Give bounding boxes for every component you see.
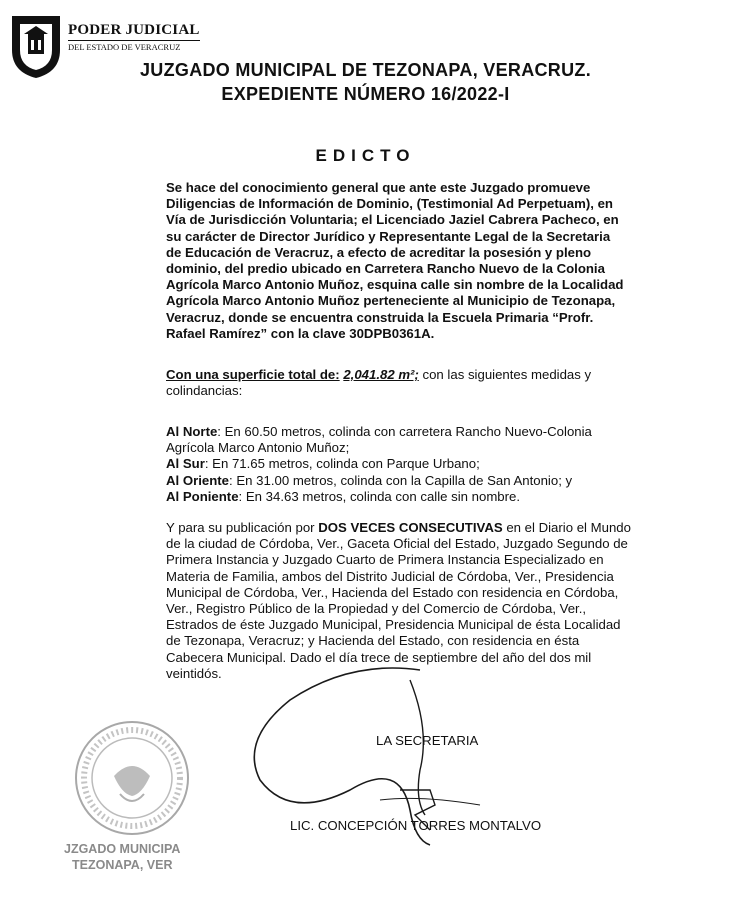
- text-line: Agrícola Marco Antonio Muñoz, esquina calle sin nombre de la Localidad: [166, 277, 624, 293]
- boundary-east: Al Oriente: En 31.00 metros, colinda con la Capilla de San Antonio; y: [166, 472, 573, 488]
- logo-subtitle: DEL ESTADO DE VERACRUZ: [68, 40, 200, 52]
- court-title: JUZGADO MUNICIPAL DE TEZONAPA, VERACRUZ.: [139, 60, 591, 80]
- text-line: Estrados de éste Juzgado Municipal, Presidencia Municipal de ésta Localidad: [166, 617, 621, 633]
- text-line: veintidós.: [166, 665, 222, 681]
- text-line: Materia de Familia, ambos del Distrito Judicial de Córdoba, Ver., Presidencia: [166, 568, 614, 584]
- edicto-heading: EDICTO: [315, 146, 416, 165]
- surface-rest: con las siguientes medidas y: [418, 367, 592, 382]
- court-seal-icon: [52, 716, 202, 846]
- text-line: Cabecera Municipal. Dado el día trece de septiembre del año del dos mil: [166, 649, 592, 665]
- text-line: Ver., Registro Público de la Propiedad y del Comercio de Córdoba, Ver.,: [166, 601, 587, 617]
- text-line: su carácter de Director Jurídico y Representante Legal de la Secretaria: [166, 228, 611, 244]
- text-line: Se hace del conocimiento general que ante este Juzgado promueve: [166, 180, 591, 195]
- text-line: Primera Instancia y Juzgado Cuarto de Primera Instancia Especializado en: [166, 552, 604, 568]
- text-line: de Educación de Veracruz, a efecto de acreditar la posesión y pleno: [166, 244, 592, 260]
- secretary-name: LIC. CONCEPCIÓN TORRES MONTALVO: [290, 818, 542, 833]
- text-line: colindancias:: [166, 383, 243, 399]
- seal-line-1: JZGADO MUNICIPA: [64, 842, 181, 856]
- text-line: Rafael Ramírez” con la clave 30DPB0361A.: [166, 325, 435, 341]
- text-line: Vía de Jurisdicción Voluntaria; el Licenciado Jaziel Cabrera Pacheco, en: [166, 212, 619, 228]
- seal-line-2: TEZONAPA, VER: [72, 858, 173, 872]
- boundary-south: Al Sur: En 71.65 metros, colinda con Parque Urbano;: [166, 456, 480, 472]
- text-line: Municipal de Córdoba, Ver., Hacienda del Estado con residencia en Córdoba,: [166, 584, 619, 600]
- boundary-west: Al Poniente: En 34.63 metros, colinda con calle sin nombre.: [166, 488, 521, 504]
- text-line: dominio, del predio ubicado en Carretera Rancho Nuevo de la Colonia: [166, 261, 605, 277]
- surface-value: 2,041.82 m²;: [343, 367, 419, 382]
- text-line: Veracruz, donde se encuentra construida la Escuela Primaria “Profr.: [166, 309, 594, 325]
- boundary-north-cont: Agrícola Marco Antonio Muñoz;: [166, 440, 350, 456]
- text-line: de la ciudad de Córdoba, Ver., Gaceta Oficial del Estado, Juzgado Segundo de: [166, 536, 628, 552]
- logo-text-block: [68, 22, 200, 52]
- boundary-north: Al Norte: En 60.50 metros, colinda con carretera Rancho Nuevo-Colonia: [166, 424, 592, 439]
- paragraph-surface: [166, 367, 712, 399]
- expediente-number: EXPEDIENTE NÚMERO 16/2022-I: [221, 84, 510, 104]
- text-line: Agrícola Marco Antonio Muñoz perteneciente al Municipio de Tezonapa,: [166, 293, 616, 309]
- surface-lead: Con una superficie total de:: [166, 367, 340, 382]
- boundaries-list: [166, 424, 712, 505]
- text-line: de Tezonapa, Veracruz; y Hacienda del Estado, con residencia en ésta: [166, 633, 580, 649]
- consecutive-emphasis: DOS VECES CONSECUTIVAS: [318, 520, 503, 535]
- secretary-title: LA SECRETARIA: [376, 733, 479, 748]
- paragraph-intro: [166, 180, 712, 342]
- text-line: Diligencias de Información de Dominio, (Testimonial Ad Perpetuam), en: [166, 196, 613, 212]
- logo-title: PODER JUDICIAL: [68, 22, 200, 38]
- paragraph-publication: Y para su publicación por DOS VECES CONSECUTIVAS en el Diario el Mundo de la ciudad de Córdoba, Ver., Gaceta Oficial del Estado, Juzgado Segundo de Primera Instancia y Juzgado Cuarto de Primera Instancia Especializado en Materia de Familia, ambos del Distrito Judicial de Córdoba, Ver., Presidencia Municipal de Córdoba, Ver., Hacienda del Estado con residencia en Córdoba, Ver., Registro Público de la Propiedad y del Comercio de Córdoba, Ver., Estrados de éste Juzgado Municipal, Presidencia Municipal de ésta Localidad de Tezonapa, Veracruz; y Hacienda del Estado, con residencia en ésta Cabecera Municipal. Dado el día trece de septiembre del año del dos mil veintidós.: [166, 520, 712, 682]
